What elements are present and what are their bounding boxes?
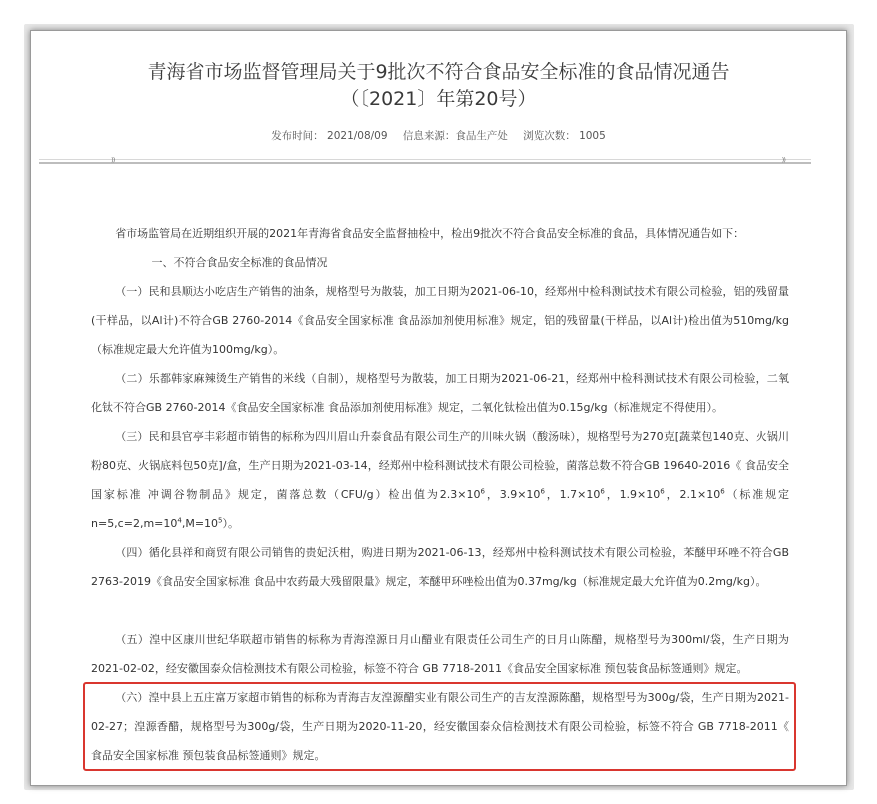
page-title: 青海省市场监督管理局关于9批次不符合食品安全标准的食品情况通告: [147, 61, 730, 83]
view-count: 浏览次数： 1005: [523, 130, 606, 142]
publish-date: 发布时间： 2021/08/09: [271, 130, 388, 142]
page-subtitle: （〔2021〕年第20号）: [340, 88, 537, 110]
document-page: [30, 30, 847, 786]
divider: [39, 155, 811, 168]
item-4-paragraph: （四）循化县祥和商贸有限公司销售的贵妃沃柑，购进日期为2021-06-13，经郑州中检科测试技术有限公司检验，苯醚甲环唑不符合GB 2763-2019《食品安全国家标准 食品中农药最大残留限量》规定，苯醚甲环唑检出值为0.37mg/kg（标准规定最大允许值为0.2mg/kg）。: [91, 546, 789, 588]
section-heading: 一、不符合食品安全标准的食品情况: [151, 256, 328, 269]
item-5-paragraph: （五）湟中区康川世纪华联超市销售的标称为青海湟源日月山醋业有限责任公司生产的日月山陈醋，规格型号为300ml/袋，生产日期为2021-02-02，经安徽国泰众信检测技术有限公司检验，标签不符合 GB 7718-2011《食品安全国家标准 预包装食品标签通则》规定。: [91, 633, 789, 675]
divider-mark-left: ⁾⁾: [111, 155, 115, 168]
divider-line-top: [39, 159, 811, 160]
info-source: 信息来源：食品生产处: [402, 130, 508, 142]
item-3-paragraph: （三）民和县官亭丰彩超市销售的标称为四川眉山升泰食品有限公司生产的川味火锅（酸汤味），规格型号为270克[蔬菜包140克、火锅川粉80克、火锅底料包50克]/盒，生产日期为2021-03-14，经郑州中检科测试技术有限公司检验，菌落总数不符合GB 19640-2016《 食品安全国家标准 冲调谷物制品》规定，菌落总数（CFU/g）检出值为$2.3\times 10^6$，$3.9\times 10^6$，$1.7\times 10^6$，$1.9\times 10^6$，$2.1\times 10^6$（标准规定$n=5,c=2,m=10^4,M=10^5$）。: [91, 430, 790, 530]
divider-line-bottom: [39, 162, 811, 164]
item-1-paragraph: （一）民和县顺达小吃店生产销售的油条，规格型号为散装，加工日期为2021-06-10，经郑州中检科测试技术有限公司检验，铝的残留量(干样品，以Al计)不符合GB 2760-2014《食品安全国家标准 食品添加剂使用标准》规定，铝的残留量(干样品，以Al计)检出值为510mg/kg（标准规定最大允许值为100mg/kg）。: [91, 285, 789, 356]
intro-paragraph: 省市场监管局在近期组织开展的2021年青海省食品安全监督抽检中，检出9批次不符合食品安全标准的食品，具体情况通告如下：: [115, 227, 745, 240]
item-2-paragraph: （二）乐都韩家麻辣烫生产销售的米线（自制），规格型号为散装，加工日期为2021-06-21，经郑州中检科测试技术有限公司检验，二氧化钛不符合GB 2760-2014《食品安全国家标准 食品添加剂使用标准》规定，二氧化钛检出值为0.15g/kg（标准规定不得使用）。: [91, 372, 789, 414]
item-6-paragraph: （六）湟中县上五庄富万家超市销售的标称为青海吉友湟源醋实业有限公司生产的吉友湟源陈醋，规格型号为300g/袋，生产日期为2021-02-27；湟源香醋，规格型号为300g/袋，生产日期为2020-11-20，经安徽国泰众信检测技术有限公司检验，标签不符合 GB 7718-2011《 食品安全国家标准 预包装食品标签通则》规定。: [91, 691, 789, 762]
divider-mark-right: ⁾⁾: [781, 155, 785, 168]
meta-info: [31, 128, 846, 143]
